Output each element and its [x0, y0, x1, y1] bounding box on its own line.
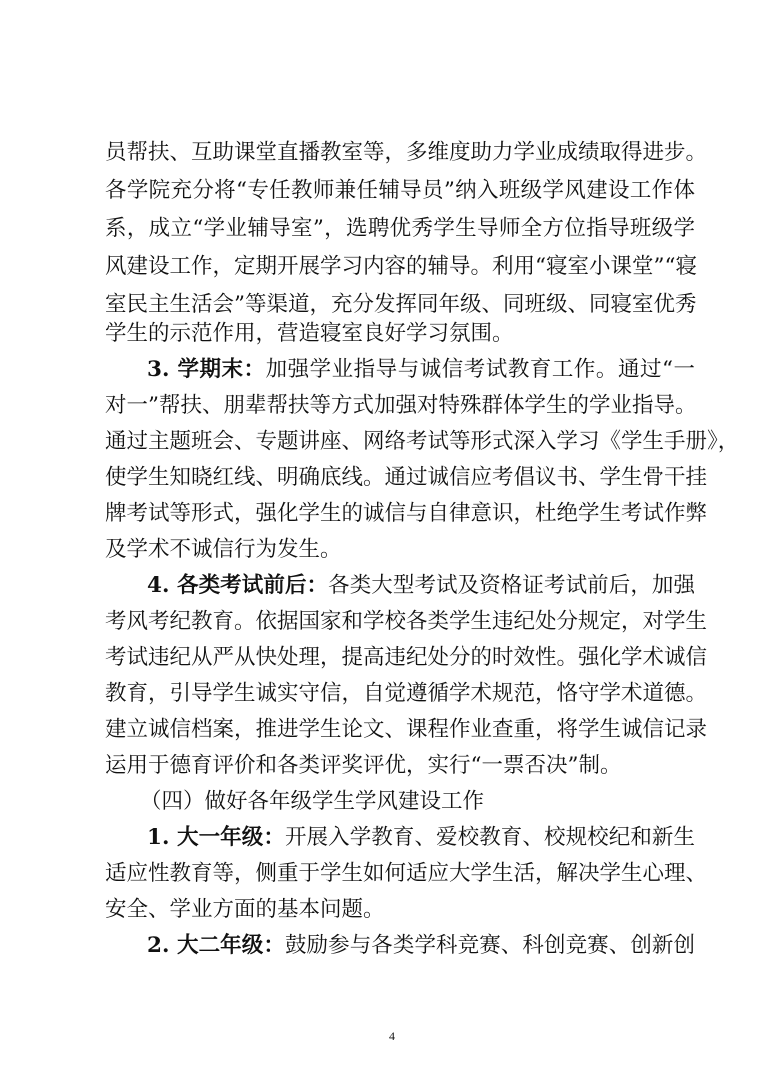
paragraph-line: 安全、学业方面的基本问题。 [105, 897, 385, 922]
grade-1-text: 开展入学教育、爱校教育、校规校纪和新生 [284, 825, 695, 850]
paragraph-line: 考风考纪教育。依据国家和学校各类学生违纪处分规定，对学生 [105, 609, 708, 634]
item-4-text: 各类大型考试及资格证考试前后，加强 [328, 573, 695, 598]
paragraph-line: 系，成立“学业辅导室”，选聘优秀学生导师全方位指导班级学 [105, 216, 695, 241]
paragraph-line: 各学院充分将“专任教师兼任辅导员”纳入班级学风建设工作体 [105, 178, 695, 203]
paragraph-line: 使学生知晓红线、明确底线。通过诚信应考倡议书、学生骨干挂 [105, 465, 708, 490]
paragraph-line: 牌考试等形式，强化学生的诚信与自律意识，杜绝学生考试作弊 [105, 501, 708, 526]
grade-2-label: 2. 大二年级： [147, 933, 285, 958]
section-heading: （四）做好各年级学生学风建设工作 [140, 789, 485, 814]
item-4-first-line [147, 572, 695, 600]
item-3-text: 加强学业指导与诚信考试教育工作。通过“一 [265, 357, 696, 382]
paragraph-line: 通过主题班会、专题讲座、网络考试等形式深入学习《学生手册》， [105, 429, 740, 454]
paragraph-line: 建立诚信档案，推进学生论文、课程作业查重，将学生诚信记录 [105, 717, 708, 742]
page-number: 4 [389, 1029, 395, 1043]
item-3-label: 3. 学期末： [147, 357, 266, 382]
paragraph-line: 运用于德育评价和各类评奖评优，实行“一票否决”制。 [105, 753, 622, 778]
paragraph-line: 风建设工作，定期开展学习内容的辅导。利用“寝室小课堂”“寝 [105, 254, 697, 279]
grade-2-first-line [147, 932, 695, 960]
paragraph-line: 及学术不诚信行为发生。 [105, 537, 342, 562]
grade-1-first-line [147, 824, 695, 852]
paragraph-line: 考试违纪从严从快处理，提高违纪处分的时效性。强化学术诚信 [105, 645, 708, 670]
item-4-label: 4. 各类考试前后： [147, 573, 329, 598]
paragraph-line: 对一”帮扶、朋辈帮扶等方式加强对特殊群体学生的学业指导。 [105, 393, 697, 418]
grade-2-text: 鼓励参与各类学科竞赛、科创竞赛、创新创 [284, 933, 695, 958]
paragraph-line: 室民主生活会”等渠道，充分发挥同年级、同班级、同寝室优秀 [105, 292, 697, 317]
item-3-first-line [147, 356, 695, 384]
grade-1-label: 1. 大一年级： [147, 825, 285, 850]
paragraph-line: 学生的示范作用，营造寝室良好学习氛围。 [105, 321, 514, 346]
paragraph-line: 员帮扶、互助课堂直播教室等，多维度助力学业成绩取得进步。 [105, 140, 708, 165]
paragraph-line: 教育，引导学生诚实守信，自觉遵循学术规范，恪守学术道德。 [105, 681, 708, 706]
paragraph-line: 适应性教育等，侧重于学生如何适应大学生活，解决学生心理、 [105, 861, 708, 886]
